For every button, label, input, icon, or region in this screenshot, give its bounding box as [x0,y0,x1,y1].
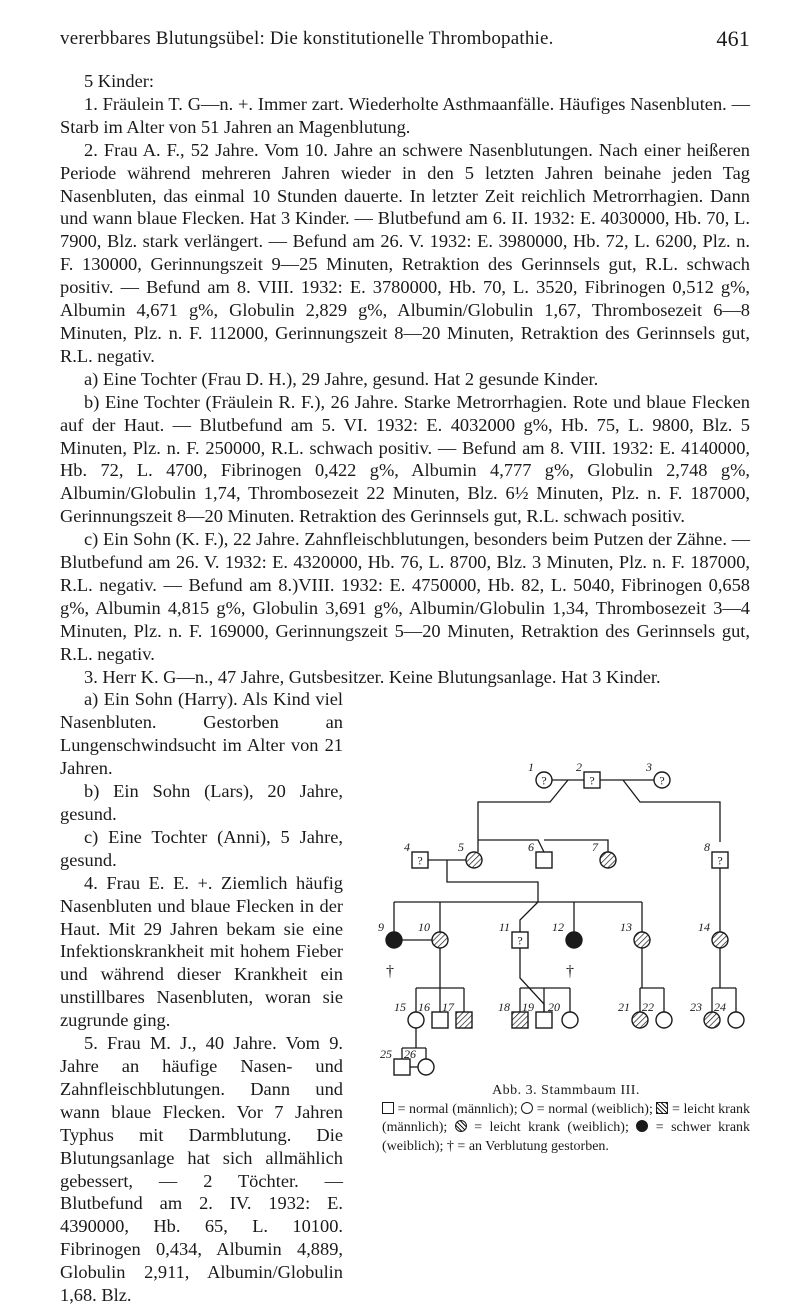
pedigree-individuals [378,760,744,1075]
female-symbol [562,1012,578,1028]
paragraph-case-2: 2. Frau A. F., 52 Jahre. Vom 10. Jahre an schwere Nasenblutungen. Nach einer heißeren Periode während mehreren Jahren wieder in den 5 letzten Jahren beinahe jeden Tag Nasenbluten, das einmal 10 Stunden dauerte. In letzter Zeit reichlich Metrorrhagien. Dann und wann blaue Flecken. Hat 3 Kinder. — Blutbefund am 6. II. 1932: E. 4030000, Hb. 70, L. 7900, Blz. stark verlängert. — Befund am 26. V. 1932: E. 3980000, Hb. 72, L. 6200, Plz. n. F. 130000, Gerinnungszeit 9—25 Minuten, Retraktion des Gerinnsels gut, R.L. schwach positiv. — Befund am 8. VIII. 1932: E. 3780000, Hb. 70, L. 3520, Fibrinogen 0,512 g%, Albumin 4,671 g%, Globulin 2,829 g%, Albumin/Globulin 1,67, Thrombosezeit 6—8 Minuten, Plz. n. F. 112000, Gerinnungszeit 8—20 Minuten, Retraktion des Gerinnsels gut, R.L. negativ. [60,139,750,366]
male-symbol [432,1012,448,1028]
paragraph-children-intro: 5 Kinder: [84,71,154,91]
unknown-status-mark: ? [417,853,423,868]
pedigree-line [712,948,736,988]
paragraph-case-2b: b) Eine Tochter (Fräulein R. F.), 26 Jahre. Starke Metrorrhagien. Rote und blaue Flecken auf der Haut. — Blutbefund am 5. VI. 1932: E. 4032000 g%, Hb. 75, L. 9800, Blz. 5 Minuten, Plz. n. F. 250000, R.L. schwach positiv. — Befund am 8. VIII. 1932: E. 4140000, Hb. 72, L. 4700, Fibrinogen 0,422 g%, Albumin 4,777 g%, Globulin 2,748 g%, Albumin/Globulin 1,74, Thrombosezeit 22 Minuten, Blz. 6½ Minuten, Plz. n. F. 187000, Gerinnungszeit 8—20 Minuten. Retraktion des Gerinnsels gut, R.L. schwach positiv. [60,391,750,527]
normal-male-symbol [382,1102,394,1114]
pedigree-person-8 [704,840,728,868]
pedigree-person-4 [404,840,428,868]
person-number: 10 [418,920,430,934]
person-number: 25 [380,1047,392,1061]
pedigree-line [623,780,720,842]
paragraph-case-3c: c) Eine Tochter (Anni), 5 Jahre, gesund. [60,826,343,870]
female-symbol [634,932,650,948]
person-number: 18 [498,1000,510,1014]
died-symbol: † [446,1138,454,1154]
death-cross: † [566,963,574,980]
female-symbol [466,852,482,868]
female-symbol [418,1059,434,1075]
legend-died: = an Verblutung gestorben. [457,1138,609,1154]
person-number: 21 [618,1000,630,1014]
female-symbol [712,932,728,948]
pedigree-person-2 [576,760,600,788]
person-number: 3 [646,760,652,774]
pedigree-person-14 [698,920,728,948]
running-header [60,28,750,50]
legend-normal-female: = normal (weiblich); [536,1101,653,1117]
paragraph-case-2a: a) Eine Tochter (Frau D. H.), 29 Jahre, gesund. Hat 2 gesunde Kinder. [84,368,599,389]
female-symbol [728,1012,744,1028]
legend-normal-male: = normal (männlich); [397,1101,518,1117]
unknown-status-mark: ? [517,933,523,948]
female-symbol [408,1012,424,1028]
person-number: 13 [620,920,632,934]
unknown-status-mark: ? [589,773,595,788]
person-number: 26 [404,1047,416,1061]
pedigree-person-1 [528,760,552,788]
person-number: 19 [522,1000,534,1014]
pedigree-line [478,780,568,840]
person-number: 24 [714,1000,726,1014]
paragraph-case-1: 1. Fräulein T. G—n. +. Immer zart. Wiederholte Asthmaanfälle. Häufiges Nasenbluten. — Starb im Alter von 51 Jahren an Magenblutung. [60,93,750,137]
female-symbol [432,932,448,948]
person-number: 11 [498,920,510,934]
person-number: 9 [378,920,384,934]
legend-mild-female: = leicht krank (weiblich); [474,1120,629,1135]
person-number: 17 [442,1000,454,1014]
person-number: 23 [690,1000,702,1014]
pedigree-person-10 [418,920,448,948]
pedigree-chart [378,752,750,1082]
pedigree-line [447,860,538,902]
paragraph-case-4: 4. Frau E. E. +. Ziemlich häufig Nasenbluten und blaue Flecken in der Haut. Mit 29 Jahren bekam sie eine Infektionskrankheit mit hohem Fieber und während dieser Krankheit ein unstillbares Nasenbluten, woran sie zugrunde ging. [60,872,343,1031]
pedigree-line [402,1028,426,1048]
person-number: 22 [642,1000,654,1014]
figure-caption [382,1082,750,1156]
person-number: 20 [548,1000,560,1014]
caption-title: Abb. 3. Stammbaum III. [492,1083,640,1098]
paragraph-case-3b: b) Ein Sohn (Lars), 20 Jahre, gesund. [60,781,343,824]
male-symbol [512,1012,528,1028]
page-number: 461 [716,26,750,51]
paragraph-case-3a: a) Ein Sohn (Harry). Als Kind viel Nasenbluten. Gestorben an Lungenschwindsucht im Alter von 21 Jahren. [60,689,343,779]
person-number: 1 [528,760,534,774]
figure-legend [382,1101,750,1157]
paragraph-case-3: 3. Herr K. G—n., 47 Jahre, Gutsbesitzer. Keine Blutungsanlage. Hat 3 Kinder. [84,666,661,687]
pedigree-figure [378,752,750,1082]
female-symbol [656,1012,672,1028]
unknown-status-mark: ? [659,773,665,788]
normal-female-symbol [521,1102,533,1114]
mild-male-symbol [656,1102,668,1114]
person-number: 7 [592,840,598,854]
pedigree-person-7 [592,840,616,868]
unknown-status-mark: ? [717,853,723,868]
mild-female-symbol [455,1120,467,1132]
female-symbol [386,932,402,948]
legend-mild-male: = leicht krank (männlich); [382,1101,751,1135]
pedigree-line [478,840,544,852]
pedigree-person-13 [620,920,650,948]
male-symbol [394,1059,410,1075]
female-symbol [566,932,582,948]
male-symbol [456,1012,472,1028]
pedigree-line [520,902,538,932]
severe-female-symbol [636,1120,648,1132]
person-number: 14 [698,920,710,934]
person-number: 6 [528,840,534,854]
pedigree-person-11 [499,920,528,948]
unknown-status-mark: ? [541,773,547,788]
person-number: 2 [576,760,582,774]
person-number: 5 [458,840,464,854]
person-number: 8 [704,840,710,854]
paragraph-case-5: 5. Frau M. J., 40 Jahre. Vom 9. Jahre an häufige Nasen- und Zahnfleischblutungen. Dann und wann blaue Flecken. Vor 7 Jahren Typhus mit Darmblutung. Die Blutungsanlage hat sich allmählich gebessert, — 2 Töchter. — Blutbefund am 2. IV. 1932: E. 4390000, Hb. 65, L. 10100. Fibrinogen 0,434, Albumin 4,889, Globulin 2,911, Albumin/Globulin 1,68. Blz. [60,1033,343,1306]
female-symbol [704,1012,720,1028]
pedigree-line [544,840,608,852]
person-number: 4 [404,840,410,854]
pedigree-person-12 [552,920,582,948]
pedigree-person-9 [378,920,402,948]
female-symbol [632,1012,648,1028]
death-cross: † [386,963,394,980]
paragraph-case-2c: c) Ein Sohn (K. F.), 22 Jahre. Zahnfleischblutungen, besonders beim Putzen der Zähne. — Blutbefund am 26. V. 1932: E. 4320000, Hb. 76, L. 8700, Blz. 3 Minuten, Plz. n. F. 187000, R.L. negativ. — Befund am 8.)VIII. 1932: E. 4750000, Hb. 82, L. 5040, Fibrinogen 0,658 g%, Albumin 4,815 g%, Globulin 3,691 g%, Albumin/Globulin 1,34, Thrombosezeit 3—4 Minuten, Plz. n. F. 169000, Gerinnungszeit 5—20 Minuten, Retraktion des Gerinnsels gut, R.L. negativ. [60,529,750,664]
person-number: 15 [394,1000,406,1014]
person-number: 16 [418,1000,430,1014]
female-symbol [600,852,616,868]
running-title: vererbbares Blutungsübel: Die konstitutionelle Thrombopathie. [60,28,554,49]
person-number: 12 [552,920,564,934]
legend-severe-female: = schwer krank (weiblich); [382,1120,751,1154]
pedigree-line [640,948,664,988]
pedigree-person-3 [645,760,670,788]
male-symbol [536,852,552,868]
male-symbol [536,1012,552,1028]
pedigree-line [416,948,464,988]
